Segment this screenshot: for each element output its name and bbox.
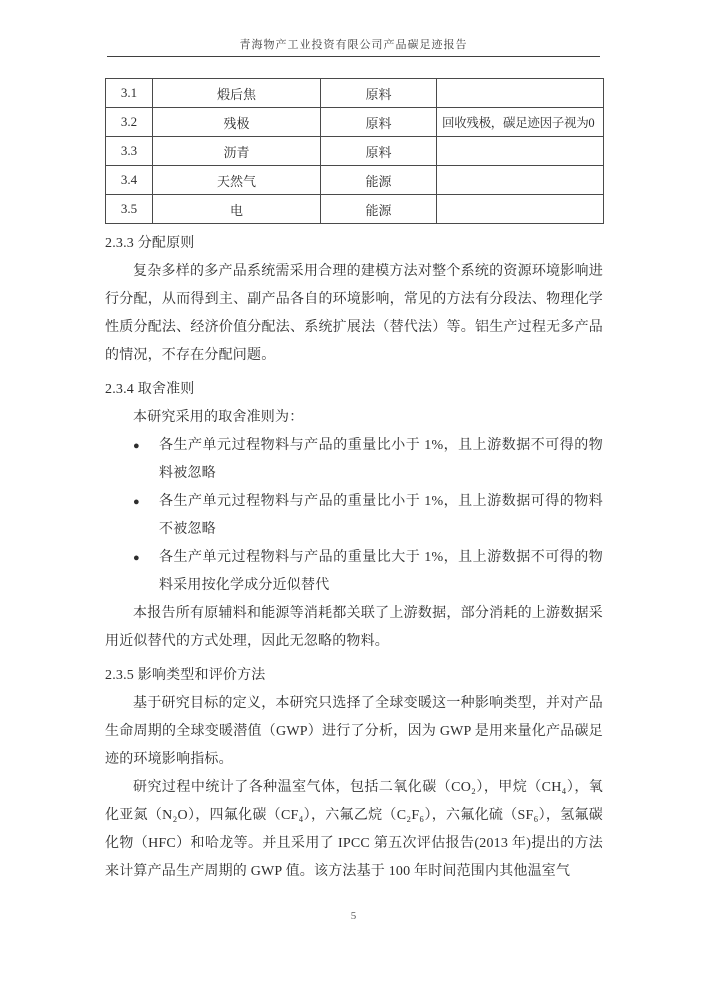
paragraph-allocation: 复杂多样的多产品系统需采用合理的建模方法对整个系统的资源环境影响进行分配，从而得到主、副产品各自的环境影响，常见的方法有分段法、物理化学性质分配法、经济价值分配法、系统扩展法（替代法）等。铝生产过程无多产品的情况，不存在分配问题。 xyxy=(105,264,603,363)
page-header-title: 青海物产工业投资有限公司产品碳足迹报告 xyxy=(107,36,600,57)
table-row xyxy=(106,195,604,224)
cell-material-name: 残极 xyxy=(153,108,321,137)
cutoff-criteria-list xyxy=(105,432,603,600)
list-item-text: 各生产单元过程物料与产品的重量比小于 1%，且上游数据可得的物料不被忽略 xyxy=(159,494,603,537)
cell-index: 3.5 xyxy=(106,195,153,224)
list-item xyxy=(133,488,603,544)
paragraph-cutoff-intro: 本研究采用的取舍准则为： xyxy=(133,410,304,425)
page-number: 5 xyxy=(350,910,357,922)
section-heading-2-3-4: 2.3.4 取舍准则 xyxy=(105,382,195,397)
cell-material-name: 沥青 xyxy=(153,137,321,166)
bullet-icon: ● xyxy=(133,552,140,564)
section-heading-2-3-5: 2.3.5 影响类型和评价方法 xyxy=(105,668,266,683)
cell-index: 3.4 xyxy=(106,166,153,195)
cell-category: 原料 xyxy=(321,137,437,166)
page-content xyxy=(105,78,603,886)
cell-note xyxy=(437,195,604,224)
cell-material-name: 电 xyxy=(153,195,321,224)
cell-note xyxy=(437,166,604,195)
body-text-block xyxy=(105,230,603,886)
bullet-icon: ● xyxy=(133,440,140,452)
table-row xyxy=(106,166,604,195)
paragraph-impact-gwp: 基于研究目标的定义，本研究只选择了全球变暖这一种影响类型，并对产品生命周期的全球变暖潜值（GWP）进行了分析，因为 GWP 是用来量化产品碳足迹的环境影响指标。 xyxy=(105,696,603,767)
cell-material-name: 天然气 xyxy=(153,166,321,195)
table-row xyxy=(106,137,604,166)
paragraph-cutoff-close: 本报告所有原辅料和能源等消耗都关联了上游数据，部分消耗的上游数据采用近似替代的方式处理，因此无忽略的物料。 xyxy=(105,606,603,649)
cell-note xyxy=(437,79,604,108)
cell-index: 3.1 xyxy=(106,79,153,108)
cell-note: 回收残极，碳足迹因子视为0 xyxy=(437,108,604,137)
cell-material-name: 煅后焦 xyxy=(153,79,321,108)
cell-category: 能源 xyxy=(321,195,437,224)
list-item xyxy=(133,544,603,600)
bullet-icon: ● xyxy=(133,496,140,508)
list-item-text: 各生产单元过程物料与产品的重量比小于 1%，且上游数据不可得的物料被忽略 xyxy=(159,438,603,481)
cell-index: 3.2 xyxy=(106,108,153,137)
paragraph-greenhouse-gases: 研究过程中统计了各种温室气体，包括二氧化碳（CO₂），甲烷（CH₄），氧化亚氮（N₂O），四氟化碳（CF₄），六氟乙烷（C₂F₆），六氟化硫（SF₆），氢氟碳化物（HFC）和哈龙等。并且采用了 IPCC 第五次评估报告(2013 年)提出的方法来计算产品生产周期的 GWP 值。该方法基于 100 年时间范围内其他温室气 xyxy=(105,780,603,879)
cell-category: 原料 xyxy=(321,108,437,137)
materials-energy-table xyxy=(105,78,604,224)
cell-category: 能源 xyxy=(321,166,437,195)
section-heading-2-3-3: 2.3.3 分配原则 xyxy=(105,236,195,251)
cell-category: 原料 xyxy=(321,79,437,108)
cell-note xyxy=(437,137,604,166)
cell-index: 3.3 xyxy=(106,137,153,166)
list-item-text: 各生产单元过程物料与产品的重量比大于 1%，且上游数据不可得的物料采用按化学成分近似替代 xyxy=(159,550,603,593)
list-item xyxy=(133,432,603,488)
table-row xyxy=(106,108,604,137)
table-row xyxy=(106,79,604,108)
